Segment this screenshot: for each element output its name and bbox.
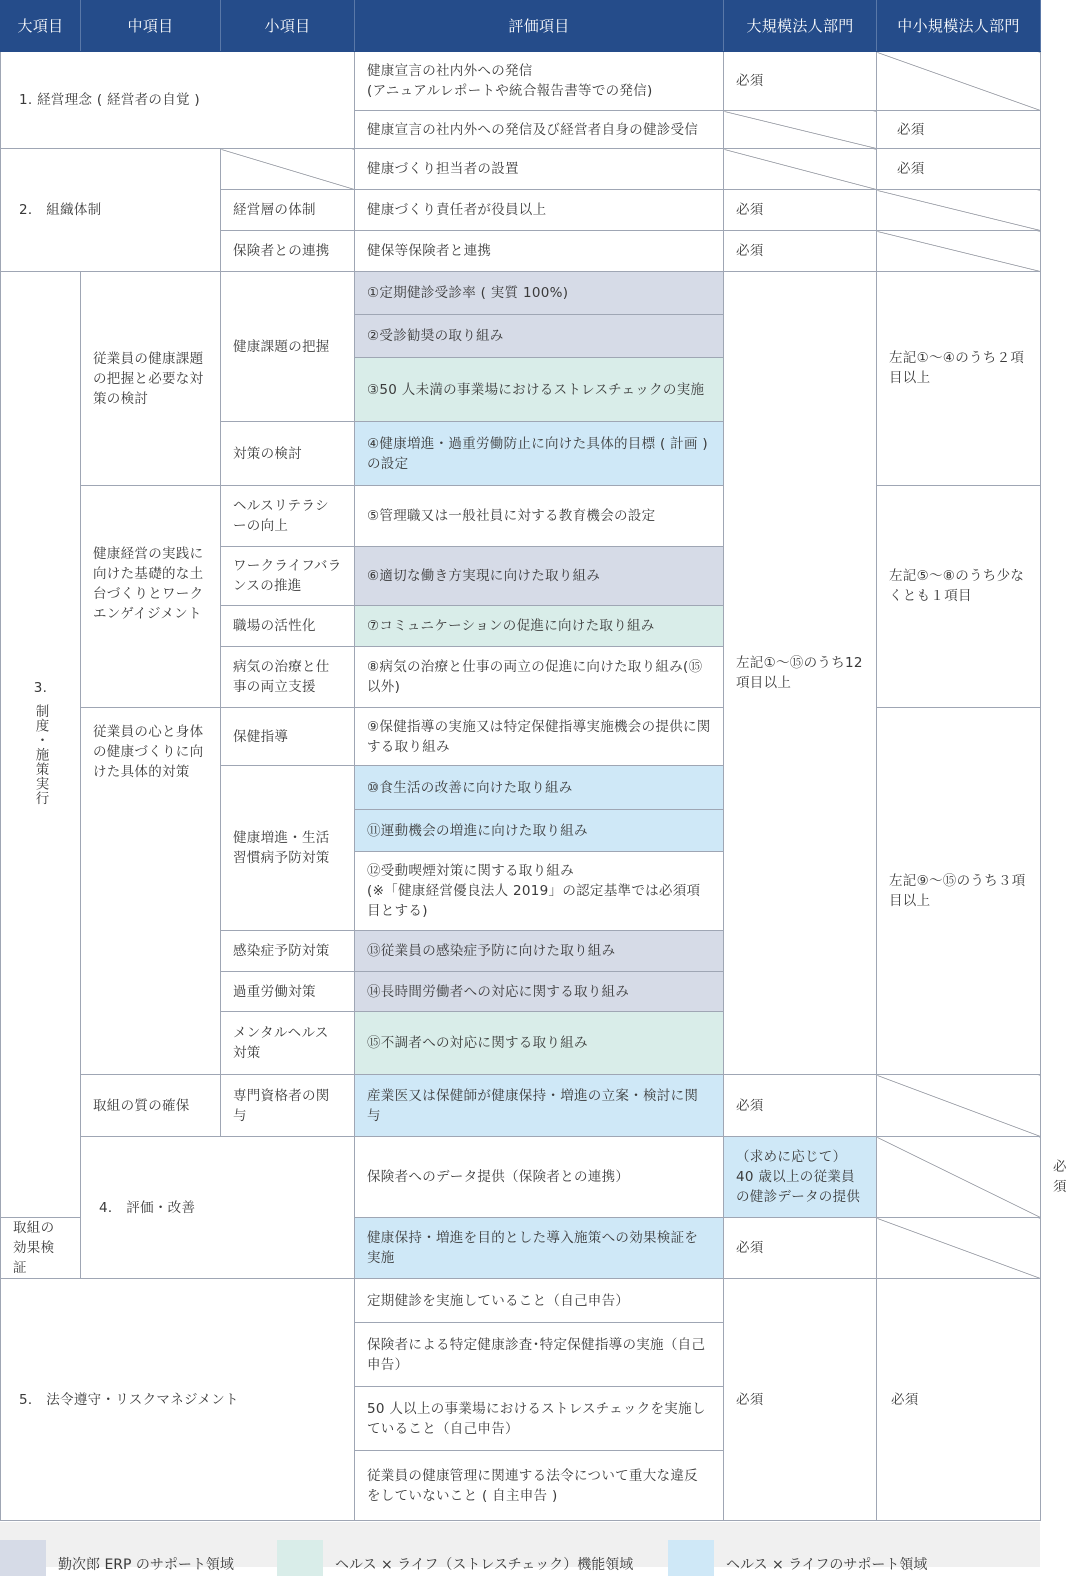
criteria-cell: 健康宣言の社内外への発信及び経営者自身の健診受信 bbox=[355, 111, 724, 149]
section2-title: 2． 組織体制 bbox=[1, 149, 221, 272]
header-middle: 中項目 bbox=[81, 1, 221, 52]
minor-item: 過重労働対策 bbox=[221, 972, 355, 1012]
criteria-line: (アニュアルレポートや統合報告書等での発信) bbox=[367, 83, 653, 99]
minor-item: 専門資格者の関与 bbox=[221, 1075, 355, 1137]
criteria-item-3: ③50 人未満の事業場におけるストレスチェックの実施 bbox=[355, 358, 724, 422]
minor-item: 保険者との連携 bbox=[221, 231, 355, 272]
large-requirement: 必須 bbox=[724, 1218, 877, 1279]
legend bbox=[0, 1522, 1040, 1573]
criteria-item-8: ⑧病気の治療と仕事の両立の促進に向けた取り組み(⑮以外) bbox=[355, 647, 724, 708]
criteria-item-10: ⑩食生活の改善に向けた取り組み bbox=[355, 766, 724, 810]
criteria-item-1: ①定期健診受診率 ( 実質 100%) bbox=[355, 272, 724, 315]
criteria-item-11: ⑪運動機会の増進に向けた取り組み bbox=[355, 810, 724, 852]
criteria-item-12 bbox=[355, 852, 724, 931]
large-requirement: 必須 bbox=[724, 231, 877, 272]
criteria-item-7: ⑦コミュニケーションの促進に向けた取り組み bbox=[355, 606, 724, 647]
section5-title: 5． 法令遵守・リスクマネジメント bbox=[1, 1279, 355, 1521]
not-applicable-cell bbox=[221, 149, 355, 190]
header-small-corp: 中小規模法人部門 bbox=[877, 1, 1041, 52]
small-requirement-group-1: 左記①〜④のうち２項目以上 bbox=[877, 272, 1041, 486]
criteria-line: （求めに応じて） bbox=[736, 1149, 847, 1165]
not-applicable-cell bbox=[877, 1137, 1041, 1218]
criteria-cell: 産業医又は保健師が健康保持・増進の立案・検討に関与 bbox=[355, 1075, 724, 1137]
table-row bbox=[1, 708, 1041, 766]
criteria-item-9: ⑨保健指導の実施又は特定保健指導実施機会の提供に関する取り組み bbox=[355, 708, 724, 766]
criteria-line: 健康宣言の社内外への発信 bbox=[367, 63, 533, 79]
criteria-cell: 50 人以上の事業場におけるストレスチェックを実施していること（自己申告） bbox=[355, 1387, 724, 1451]
legend-item-stress bbox=[277, 1534, 634, 1573]
criteria-cell: 健康づくり担当者の設置 bbox=[355, 149, 724, 190]
small-requirement-group-2: 左記⑤〜⑧のうち少なくとも１項目 bbox=[877, 486, 1041, 708]
section4-title: 4． 評価・改善 bbox=[81, 1137, 355, 1279]
large-requirement: 必須 bbox=[724, 190, 877, 231]
legend-label-stress: ヘルス × ライフ（ストレスチェック）機能領域 bbox=[335, 1557, 634, 1573]
minor-item: 対策の検討 bbox=[221, 422, 355, 486]
criteria-cell: 健康づくり責任者が役員以上 bbox=[355, 190, 724, 231]
minor-item: 保健指導 bbox=[221, 708, 355, 766]
section3-label: 制度・施策実行 bbox=[32, 703, 49, 806]
minor-item: 感染症予防対策 bbox=[221, 931, 355, 972]
minor-item: メンタルヘルス対策 bbox=[221, 1012, 355, 1075]
large-requirement: 必須 bbox=[724, 52, 877, 111]
criteria-item-6: ⑥適切な働き方実現に向けた取り組み bbox=[355, 547, 724, 606]
legend-swatch-stress bbox=[277, 1540, 323, 1576]
not-applicable-cell bbox=[877, 1075, 1041, 1137]
middle-item: 健康経営の実践に向けた基礎的な土台づくりとワークエンゲイジメント bbox=[81, 486, 221, 708]
legend-item-health bbox=[668, 1534, 928, 1573]
criteria-cell: 定期健診を実施していること（自己申告） bbox=[355, 1279, 724, 1323]
legend-label-erp: 勤次郎 ERP のサポート領域 bbox=[58, 1557, 234, 1573]
header-row bbox=[1, 1, 1041, 52]
criteria-cell: 健康保持・増進を目的とした導入施策への効果検証を実施 bbox=[355, 1218, 724, 1279]
minor-item: 取組の効果検証 bbox=[1, 1218, 81, 1279]
minor-item: 病気の治療と仕事の両立支援 bbox=[221, 647, 355, 708]
middle-item: 取組の質の確保 bbox=[81, 1075, 221, 1137]
large-requirement: 必須 bbox=[724, 1279, 877, 1521]
header-large-corp: 大規模法人部門 bbox=[724, 1, 877, 52]
criteria-item-5: ⑤管理職又は一般社員に対する教育機会の設定 bbox=[355, 486, 724, 547]
large-requirement-group: 左記①〜⑮のうち12 項目以上 bbox=[724, 272, 877, 1075]
table-row bbox=[1, 1279, 1041, 1323]
middle-item: 従業員の心と身体の健康づくりに向けた具体的対策 bbox=[81, 708, 221, 1075]
legend-label-health: ヘルス × ライフのサポート領域 bbox=[726, 1557, 928, 1573]
header-criteria: 評価項目 bbox=[355, 1, 724, 52]
criteria-item-4: ④健康増進・過重労働防止に向けた具体的目標 ( 計画 ) の設定 bbox=[355, 422, 724, 486]
section3-number: 3. bbox=[33, 679, 48, 696]
legend-swatch-health bbox=[668, 1540, 714, 1576]
section3-title bbox=[1, 272, 81, 1218]
small-requirement: 必須 bbox=[877, 111, 1041, 149]
middle-item: 従業員の健康課題の把握と必要な対策の検討 bbox=[81, 272, 221, 486]
criteria-item-13: ⑬従業員の感染症予防に向けた取り組み bbox=[355, 931, 724, 972]
criteria-item-15: ⑮不調者への対応に関する取り組み bbox=[355, 1012, 724, 1075]
criteria-cell: 従業員の健康管理に関連する法令について重大な違反をしていないこと ( 自主申告 ) bbox=[355, 1451, 724, 1521]
criteria-line: 40 歳以上の従業員の健診データの提供 bbox=[736, 1169, 861, 1205]
table-row bbox=[1, 272, 1041, 315]
legend-swatch-erp bbox=[0, 1540, 46, 1576]
not-applicable-cell bbox=[724, 111, 877, 149]
minor-item: ヘルスリテラシーの向上 bbox=[221, 486, 355, 547]
criteria-line: (※「健康経営優良法人 2019」の認定基準では必須項目とする) bbox=[367, 883, 701, 919]
header-minor: 小項目 bbox=[221, 1, 355, 52]
header-major: 大項目 bbox=[1, 1, 81, 52]
minor-item: 職場の活性化 bbox=[221, 606, 355, 647]
criteria-item-14: ⑭長時間労働者への対応に関する取り組み bbox=[355, 972, 724, 1012]
table-row bbox=[1, 1075, 1041, 1137]
minor-item: 健康課題の把握 bbox=[221, 272, 355, 422]
section1-title: 1. 経営理念 ( 経営者の自覚 ) bbox=[1, 52, 355, 149]
legend-item-erp bbox=[0, 1534, 234, 1573]
not-applicable-cell bbox=[877, 52, 1041, 111]
small-requirement: 必須 bbox=[877, 1279, 1041, 1521]
table-row bbox=[1, 52, 1041, 111]
minor-item: 保険者へのデータ提供（保険者との連携） bbox=[355, 1137, 724, 1218]
table-row bbox=[1, 486, 1041, 547]
criteria-item-2: ②受診勧奨の取り組み bbox=[355, 315, 724, 358]
criteria-line: ⑫受動喫煙対策に関する取り組み bbox=[367, 863, 574, 879]
criteria-cell bbox=[355, 52, 724, 111]
small-requirement: 必須 bbox=[877, 149, 1041, 190]
minor-item: 健康増進・生活習慣病予防対策 bbox=[221, 766, 355, 931]
minor-item: ワークライフバランスの推進 bbox=[221, 547, 355, 606]
table-row: 4． 評価・改善 保険者へのデータ提供（保険者との連携） （求めに応じて） 40 歳以上の従業員の健診データの提供 必須 bbox=[1, 1137, 1041, 1218]
criteria-cell: 健保等保険者と連携 bbox=[355, 231, 724, 272]
not-applicable-cell bbox=[877, 1218, 1041, 1279]
not-applicable-cell bbox=[724, 149, 877, 190]
minor-item: 経営層の体制 bbox=[221, 190, 355, 231]
criteria-cell: 保険者による特定健康診査･特定保健指導の実施（自己申告） bbox=[355, 1323, 724, 1387]
table-row bbox=[1, 149, 1041, 190]
criteria-cell bbox=[724, 1137, 877, 1218]
not-applicable-cell bbox=[877, 190, 1041, 231]
small-requirement-group-3: 左記⑨〜⑮のうち３項目以上 bbox=[877, 708, 1041, 1075]
large-requirement: 必須 bbox=[724, 1075, 877, 1137]
not-applicable-cell bbox=[877, 231, 1041, 272]
